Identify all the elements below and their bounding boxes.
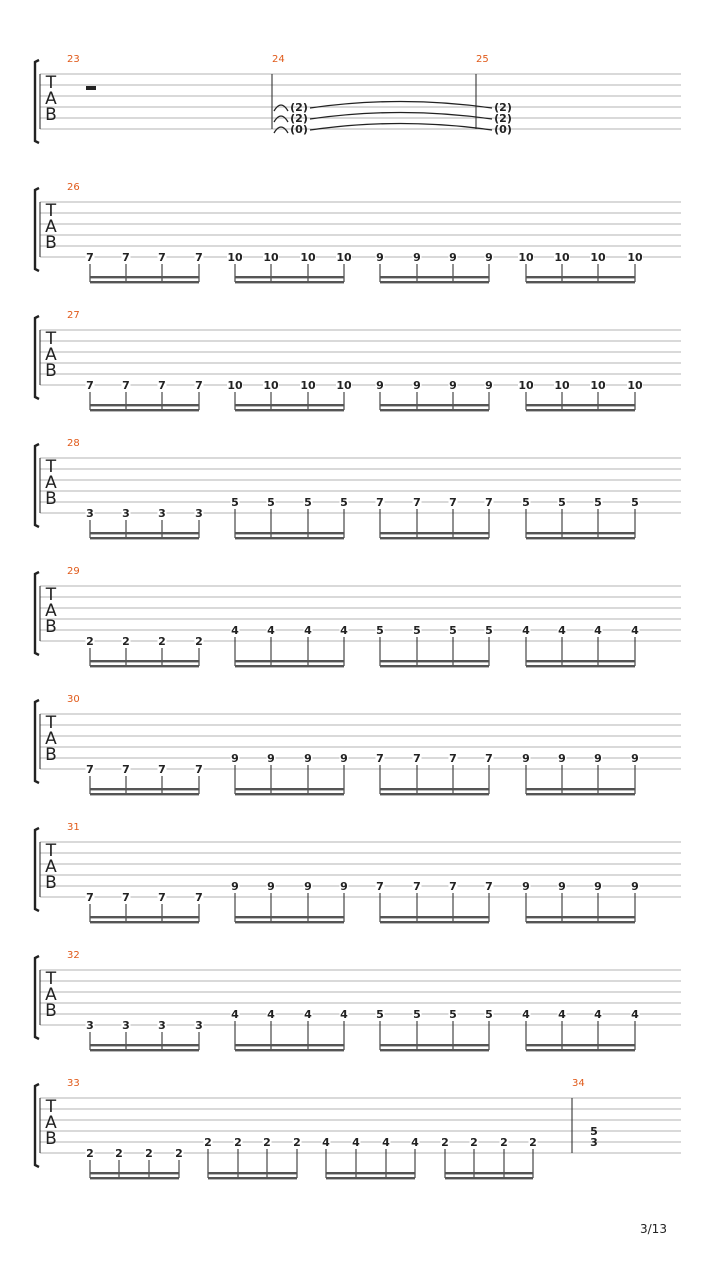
fret-number: 7: [158, 891, 166, 904]
fret-number: 2: [195, 635, 203, 648]
fret-number: 2: [145, 1147, 153, 1160]
fret-number: 10: [227, 251, 243, 264]
fret-number: 9: [376, 251, 384, 264]
system-bracket: [35, 60, 39, 143]
fret-number: 2: [234, 1136, 242, 1149]
fret-number: 4: [304, 624, 312, 637]
fret-number: 4: [558, 1008, 566, 1021]
fret-number: 5: [449, 1008, 457, 1021]
fret-number: 5: [631, 496, 639, 509]
tab-clef-letter: A: [45, 1113, 57, 1133]
staff: [35, 700, 681, 783]
note-beam: [380, 281, 489, 283]
measure-number: 27: [67, 310, 80, 321]
note-beam: [235, 921, 344, 923]
fret-number: 7: [86, 763, 94, 776]
fret-number: 9: [631, 752, 639, 765]
fret-number: 7: [485, 752, 493, 765]
fret-number: 7: [376, 880, 384, 893]
tab-clef-letter: B: [45, 489, 57, 509]
fret-number: 4: [267, 1008, 275, 1021]
fret-number: 9: [558, 752, 566, 765]
tab-clef-letter: T: [45, 201, 57, 221]
slur-arc: [274, 116, 288, 122]
tab-clef-letter: B: [45, 745, 57, 765]
note-beam: [380, 537, 489, 539]
page-number: 3/13: [640, 1222, 667, 1236]
note-beam: [90, 409, 199, 411]
tab-clef-letter: B: [45, 361, 57, 381]
fret-number: 9: [631, 880, 639, 893]
note-beam: [445, 1177, 533, 1179]
system-bracket: [35, 444, 39, 527]
tab-clef-letter: T: [45, 969, 57, 989]
note-beam: [235, 532, 344, 534]
note-beam: [235, 537, 344, 539]
fret-number: 10: [336, 251, 352, 264]
fret-number: (2): [494, 112, 512, 125]
note-beam: [90, 281, 199, 283]
system-bracket: [35, 700, 39, 783]
tab-clef-letter: B: [45, 617, 57, 637]
fret-number: 7: [158, 251, 166, 264]
fret-number: 5: [304, 496, 312, 509]
fret-number: 2: [115, 1147, 123, 1160]
system-bracket: [35, 1084, 39, 1167]
fret-number: 3: [195, 1019, 203, 1032]
fret-number: 7: [449, 880, 457, 893]
fret-number: 9: [449, 379, 457, 392]
fret-number: 2: [263, 1136, 271, 1149]
note-beam: [526, 660, 635, 662]
fret-number: 4: [594, 1008, 602, 1021]
measure-number: 25: [476, 54, 489, 65]
note-beam: [380, 921, 489, 923]
slur-arc: [274, 105, 288, 111]
fret-number: 7: [413, 496, 421, 509]
fret-number: 3: [590, 1136, 598, 1149]
tab-clef-letter: B: [45, 105, 57, 125]
fret-number: 9: [304, 752, 312, 765]
note-beam: [235, 409, 344, 411]
fret-number: 2: [86, 635, 94, 648]
fret-number: 5: [413, 1008, 421, 1021]
tab-clef-letter: T: [45, 841, 57, 861]
fret-number: 5: [267, 496, 275, 509]
note-beam: [380, 409, 489, 411]
fret-number: 9: [594, 752, 602, 765]
note-beam: [526, 281, 635, 283]
fret-number: 5: [485, 624, 493, 637]
fret-number: 10: [627, 379, 643, 392]
fret-number: 4: [631, 624, 639, 637]
tab-clef-letter: A: [45, 473, 57, 493]
note-beam: [326, 1172, 415, 1174]
note-beam: [90, 665, 199, 667]
system-bracket: [35, 828, 39, 911]
note-beam: [235, 788, 344, 790]
fret-number: 5: [231, 496, 239, 509]
fret-number: 10: [554, 251, 570, 264]
fret-number: 3: [86, 507, 94, 520]
fret-number: 5: [590, 1125, 598, 1138]
staff: [35, 572, 681, 655]
fret-number: 4: [267, 624, 275, 637]
fret-number: 7: [195, 891, 203, 904]
fret-number: 5: [558, 496, 566, 509]
fret-number: 9: [522, 880, 530, 893]
fret-number: 7: [195, 251, 203, 264]
note-beam: [380, 660, 489, 662]
fret-number: 9: [231, 752, 239, 765]
staff: [35, 316, 681, 399]
fret-number: 9: [594, 880, 602, 893]
note-beam: [526, 276, 635, 278]
fret-number: 4: [304, 1008, 312, 1021]
fret-number: (2): [290, 112, 308, 125]
note-beam: [90, 793, 199, 795]
note-beam: [526, 532, 635, 534]
staff: [35, 1084, 681, 1167]
fret-number: (0): [290, 123, 308, 136]
fret-number: 3: [86, 1019, 94, 1032]
tab-clef-letter: T: [45, 585, 57, 605]
fret-number: 2: [441, 1136, 449, 1149]
note-beam: [526, 788, 635, 790]
system-bracket: [35, 572, 39, 655]
note-beam: [235, 665, 344, 667]
note-beam: [90, 1172, 179, 1174]
fret-number: 7: [122, 891, 130, 904]
fret-number: 10: [554, 379, 570, 392]
note-beam: [235, 660, 344, 662]
note-beam: [526, 404, 635, 406]
tab-clef-letter: T: [45, 329, 57, 349]
note-beam: [526, 1049, 635, 1051]
note-beam: [380, 1044, 489, 1046]
fret-number: 10: [227, 379, 243, 392]
fret-number: 5: [376, 1008, 384, 1021]
note-beam: [90, 1044, 199, 1046]
fret-number: 10: [518, 251, 534, 264]
fret-number: 10: [263, 379, 279, 392]
fret-number: 4: [382, 1136, 390, 1149]
fret-number: 7: [485, 880, 493, 893]
fret-number: 5: [594, 496, 602, 509]
fret-number: 7: [86, 379, 94, 392]
fret-number: 4: [558, 624, 566, 637]
fret-number: 10: [263, 251, 279, 264]
note-beam: [235, 793, 344, 795]
fret-number: 10: [518, 379, 534, 392]
fret-number: 4: [631, 1008, 639, 1021]
tab-clef-letter: A: [45, 601, 57, 621]
fret-number: 4: [411, 1136, 419, 1149]
note-beam: [235, 281, 344, 283]
fret-number: 2: [529, 1136, 537, 1149]
note-beam: [380, 665, 489, 667]
tab-clef-letter: T: [45, 73, 57, 93]
fret-number: 9: [558, 880, 566, 893]
fret-number: 3: [195, 507, 203, 520]
note-beam: [90, 537, 199, 539]
note-beam: [235, 404, 344, 406]
measure-number: 24: [272, 54, 285, 65]
slur-arc: [274, 127, 288, 133]
fret-number: 9: [231, 880, 239, 893]
measure-number: 26: [67, 182, 80, 193]
fret-number: 9: [304, 880, 312, 893]
fret-number: 7: [122, 251, 130, 264]
fret-number: 7: [122, 763, 130, 776]
fret-number: 7: [376, 496, 384, 509]
fret-number: 7: [195, 379, 203, 392]
fret-number: 7: [86, 891, 94, 904]
fret-number: 5: [376, 624, 384, 637]
staff: [35, 188, 681, 271]
note-beam: [235, 916, 344, 918]
note-beam: [90, 660, 199, 662]
note-beam: [90, 788, 199, 790]
fret-number: 3: [158, 1019, 166, 1032]
note-beam: [526, 916, 635, 918]
tab-clef-letter: B: [45, 1001, 57, 1021]
note-beam: [526, 793, 635, 795]
note-beam: [90, 1049, 199, 1051]
fret-number: 5: [449, 624, 457, 637]
fret-number: 9: [485, 251, 493, 264]
fret-number: 7: [449, 496, 457, 509]
fret-number: 7: [122, 379, 130, 392]
tab-clef-letter: T: [45, 1097, 57, 1117]
fret-number: 7: [449, 752, 457, 765]
fret-number: 7: [376, 752, 384, 765]
tab-clef-letter: T: [45, 713, 57, 733]
fret-number: 2: [158, 635, 166, 648]
fret-number: 4: [340, 1008, 348, 1021]
tab-clef-letter: B: [45, 873, 57, 893]
fret-number: 9: [449, 251, 457, 264]
fret-number: 5: [485, 1008, 493, 1021]
tab-clef-letter: A: [45, 345, 57, 365]
fret-number: 9: [485, 379, 493, 392]
note-beam: [380, 532, 489, 534]
note-beam: [235, 1044, 344, 1046]
fret-number: 7: [86, 251, 94, 264]
fret-number: 3: [122, 1019, 130, 1032]
fret-number: 9: [340, 752, 348, 765]
tab-clef-letter: A: [45, 985, 57, 1005]
half-rest-icon: [86, 86, 96, 90]
measure-number: 29: [67, 566, 80, 577]
note-beam: [235, 1049, 344, 1051]
fret-number: (0): [494, 123, 512, 136]
fret-number: 9: [376, 379, 384, 392]
note-beam: [90, 921, 199, 923]
fret-number: 5: [413, 624, 421, 637]
measure-number: 32: [67, 950, 80, 961]
tab-clef-letter: B: [45, 233, 57, 253]
fret-number: 4: [522, 624, 530, 637]
fret-number: (2): [290, 101, 308, 114]
fret-number: 10: [336, 379, 352, 392]
note-beam: [90, 276, 199, 278]
fret-number: 4: [231, 1008, 239, 1021]
note-beam: [526, 921, 635, 923]
note-beam: [90, 916, 199, 918]
note-beam: [380, 1049, 489, 1051]
fret-number: 7: [195, 763, 203, 776]
fret-number: 2: [204, 1136, 212, 1149]
tab-clef-letter: A: [45, 89, 57, 109]
fret-number: 3: [158, 507, 166, 520]
tab-clef-letter: T: [45, 457, 57, 477]
fret-number: 7: [413, 752, 421, 765]
fret-number: 9: [413, 379, 421, 392]
note-beam: [208, 1177, 297, 1179]
tab-clef-letter: A: [45, 857, 57, 877]
note-beam: [380, 788, 489, 790]
tab-clef-letter: A: [45, 729, 57, 749]
system-bracket: [35, 188, 39, 271]
fret-number: 9: [267, 752, 275, 765]
note-beam: [90, 1177, 179, 1179]
fret-number: 5: [340, 496, 348, 509]
staff: [35, 444, 681, 527]
fret-number: 4: [594, 624, 602, 637]
tab-clef-letter: A: [45, 217, 57, 237]
system-bracket: [35, 316, 39, 399]
fret-number: 3: [122, 507, 130, 520]
fret-number: 9: [413, 251, 421, 264]
tab-clef-letter: B: [45, 1129, 57, 1149]
fret-number: 4: [352, 1136, 360, 1149]
note-beam: [526, 409, 635, 411]
fret-number: 4: [522, 1008, 530, 1021]
fret-number: 5: [522, 496, 530, 509]
fret-number: 7: [158, 379, 166, 392]
fret-number: 10: [590, 379, 606, 392]
note-beam: [380, 916, 489, 918]
fret-number: 2: [470, 1136, 478, 1149]
staff: [35, 60, 681, 143]
note-beam: [380, 276, 489, 278]
measure-number: 34: [572, 1078, 585, 1089]
fret-number: 10: [627, 251, 643, 264]
measure-number: 28: [67, 438, 80, 449]
fret-number: 4: [340, 624, 348, 637]
note-beam: [90, 404, 199, 406]
fret-number: 10: [300, 251, 316, 264]
fret-number: 10: [590, 251, 606, 264]
fret-number: 2: [500, 1136, 508, 1149]
note-beam: [526, 537, 635, 539]
note-beam: [235, 276, 344, 278]
note-beam: [208, 1172, 297, 1174]
fret-number: (2): [494, 101, 512, 114]
staff: [35, 828, 681, 911]
measure-number: 23: [67, 54, 80, 65]
fret-number: 10: [300, 379, 316, 392]
note-beam: [326, 1177, 415, 1179]
measure-number: 33: [67, 1078, 80, 1089]
note-beam: [380, 793, 489, 795]
note-beam: [445, 1172, 533, 1174]
fret-number: 4: [231, 624, 239, 637]
fret-number: 2: [122, 635, 130, 648]
system-bracket: [35, 956, 39, 1039]
staff: [35, 956, 681, 1039]
measure-number: 31: [67, 822, 80, 833]
fret-number: 9: [267, 880, 275, 893]
fret-number: 2: [86, 1147, 94, 1160]
fret-number: 2: [175, 1147, 183, 1160]
fret-number: 7: [413, 880, 421, 893]
note-beam: [526, 1044, 635, 1046]
measure-number: 30: [67, 694, 80, 705]
fret-number: 7: [485, 496, 493, 509]
fret-number: 9: [522, 752, 530, 765]
fret-number: 7: [158, 763, 166, 776]
note-beam: [380, 404, 489, 406]
fret-number: 9: [340, 880, 348, 893]
note-beam: [526, 665, 635, 667]
fret-number: 2: [293, 1136, 301, 1149]
fret-number: 4: [322, 1136, 330, 1149]
note-beam: [90, 532, 199, 534]
